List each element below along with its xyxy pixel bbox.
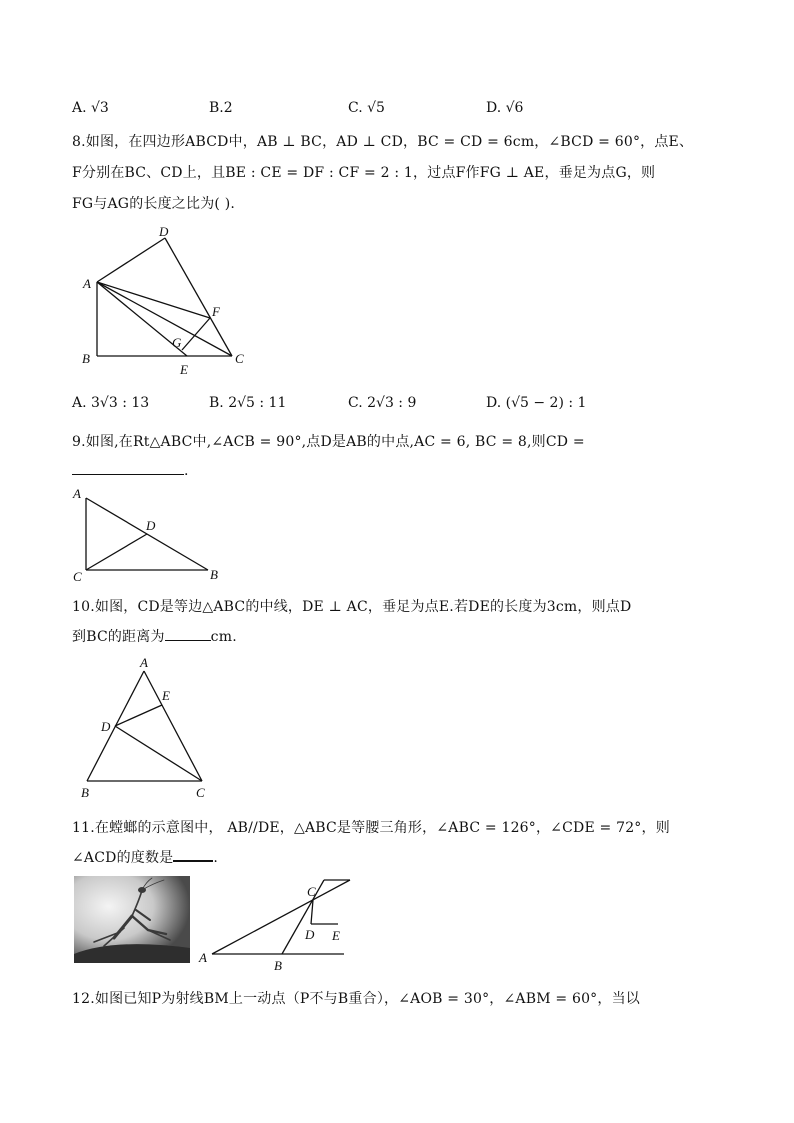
q8-label-e: E bbox=[180, 362, 188, 377]
q8-text-line2: F分别在BC、CD上，且BE : CE = DF : CF = 2 : 1，过点F作FG ⊥ AE，垂足为点G，则 bbox=[72, 165, 656, 181]
q11-label-e: E bbox=[332, 928, 340, 943]
q9-label-d: D bbox=[146, 518, 156, 533]
q10-text-line2-start: 到BC的距离为 bbox=[72, 629, 165, 645]
q10-segment-ac bbox=[144, 671, 202, 781]
q9-period: . bbox=[184, 463, 189, 479]
q10-segment-dc bbox=[115, 726, 202, 781]
q9-text-line1: 9.如图,在Rt△ABC中,∠ACB = 90°,点D是AB的中点,AC = 6, BC = 8,则CD = bbox=[72, 434, 585, 450]
q10-text-line1: 10.如图，CD是等边△ABC的中线，DE ⊥ AC，垂足为点E.若DE的长度为3cm，则点D bbox=[72, 599, 632, 615]
q8-text-line1: 8.如图，在四边形ABCD中，AB ⊥ BC，AD ⊥ CD，BC = CD = 6cm，∠BCD = 60°，点E、 bbox=[72, 134, 694, 150]
q10-answer-blank bbox=[165, 626, 211, 641]
q11-text-line2-start: ∠ACD的度数是 bbox=[72, 850, 174, 866]
q11-label-b: B bbox=[274, 958, 282, 973]
q11-segment-bc bbox=[282, 880, 324, 954]
q12-text-line1: 12.如图已知P为射线BM上一动点（P不与B重合），∠AOB = 30°，∠ABM = 60°，当以 bbox=[72, 991, 640, 1007]
q8-label-c: C bbox=[235, 351, 244, 366]
q8-segment-ac bbox=[97, 282, 232, 356]
q9-label-b: B bbox=[210, 567, 218, 582]
q8-label-a: A bbox=[83, 276, 91, 291]
q7-option-a: A. √3 bbox=[72, 100, 109, 116]
q11-text-line2 bbox=[72, 846, 218, 867]
q9-answer-line bbox=[72, 460, 189, 479]
q10-label-c: C bbox=[196, 785, 205, 800]
q8-text-line3: FG与AG的长度之比为( ). bbox=[72, 196, 236, 212]
q10-segment-de bbox=[115, 705, 162, 726]
q9-answer-blank bbox=[72, 460, 184, 475]
q9-label-c: C bbox=[73, 569, 82, 584]
q8-option-d: D. (√5 − 2) : 1 bbox=[486, 395, 587, 411]
q7-option-c: C. √5 bbox=[348, 100, 385, 116]
q11-label-d: D bbox=[305, 927, 315, 942]
q8-segment-ad bbox=[97, 238, 165, 282]
q10-text-line2-end: cm. bbox=[210, 629, 237, 645]
q10-label-b: B bbox=[81, 785, 89, 800]
q10-label-e: E bbox=[162, 688, 170, 703]
q8-option-a: A. 3√3 : 13 bbox=[72, 395, 150, 411]
q8-label-f: F bbox=[212, 304, 220, 319]
q8-segment-fg bbox=[182, 318, 210, 350]
q7-option-b: B.2 bbox=[209, 100, 233, 116]
q8-option-c: C. 2√3 : 9 bbox=[348, 395, 417, 411]
q11-text-line1: 11.在螳螂的示意图中， AB//DE，△ABC是等腰三角形，∠ABC = 126°，∠CDE = 72°，则 bbox=[72, 820, 670, 836]
q9-right-triangle-figure bbox=[70, 486, 230, 586]
q11-label-c: C bbox=[307, 884, 316, 899]
q11-segment-ac bbox=[212, 880, 350, 954]
q8-option-b: B. 2√5 : 11 bbox=[209, 395, 287, 411]
q11-label-a: A bbox=[199, 950, 207, 965]
q10-equilateral-triangle-figure bbox=[72, 655, 222, 803]
q10-text-line2 bbox=[72, 626, 237, 646]
q8-label-d: D bbox=[159, 224, 169, 239]
q9-segment-cd bbox=[86, 534, 147, 570]
q10-label-a: A bbox=[140, 655, 148, 670]
q9-label-a: A bbox=[73, 486, 81, 501]
q7-option-d: D. √6 bbox=[486, 100, 524, 116]
q11-answer-blank bbox=[173, 846, 213, 862]
q11-mantis-diagram bbox=[196, 872, 356, 976]
q10-label-d: D bbox=[101, 719, 111, 734]
q11-text-line2-end: . bbox=[213, 850, 219, 866]
mantis-photo bbox=[74, 876, 190, 963]
q8-label-b: B bbox=[82, 351, 90, 366]
q8-quadrilateral-figure bbox=[70, 222, 260, 382]
mantis-silhouette-icon bbox=[74, 876, 190, 963]
q8-label-g: G bbox=[172, 335, 182, 350]
